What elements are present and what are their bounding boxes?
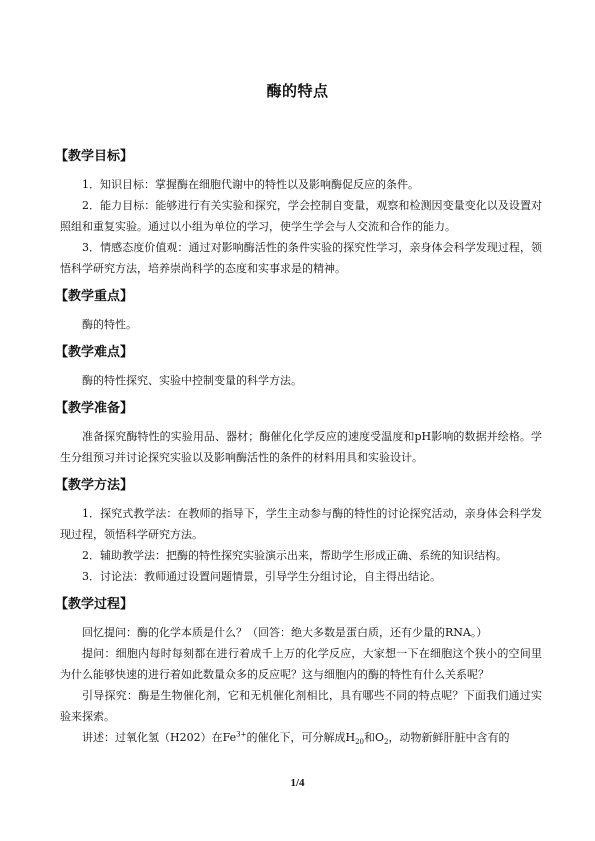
section-heading: 【教学目标】 bbox=[55, 149, 134, 164]
text-run: 和O bbox=[363, 731, 385, 744]
section-preparation bbox=[55, 397, 542, 468]
section-process bbox=[55, 593, 542, 748]
paragraph: 引导探究：酶是生物催化剂，它和无机催化剂相比，具有哪些不同的特点呢？下面我们通过实验来探索。 bbox=[60, 689, 542, 723]
section-methods bbox=[55, 474, 542, 587]
paragraph: 酶的特性探究、实验中控制变量的科学方法。 bbox=[82, 374, 302, 387]
section-heading: 【教学难点】 bbox=[55, 345, 134, 360]
page-title: 酶的特点 bbox=[266, 82, 329, 100]
paragraph: 2．能力目标：能够进行有关实验和探究，学会控制自变量，观察和检测因变量变化以及设置对照组和重复实验。通过以小组为单位的学习，使学生学会与人交流和合作的能力。 bbox=[60, 199, 542, 233]
paragraph: 回忆提问：酶的化学本质是什么？（回答：绝大多数是蛋白质，还有少量的RNA。） bbox=[82, 626, 488, 639]
paragraph: 1．探究式教学法：在教师的指导下，学生主动参与酶的特性的讨论探究活动，亲身体会科学发现过程，领悟科学研究方法。 bbox=[60, 507, 542, 541]
paragraph: 3．情感态度价值观：通过对影响酶活性的条件实验的探究性学习，亲身体会科学发现过程，领悟科学研究方法，培养崇尚科学的态度和实事求是的精神。 bbox=[60, 241, 542, 275]
subscript: 20 bbox=[355, 738, 364, 747]
section-heading: 【教学重点】 bbox=[55, 289, 134, 304]
section-goals bbox=[55, 145, 542, 279]
section-heading: 【教学过程】 bbox=[55, 597, 134, 612]
page-number: 1/4 bbox=[290, 777, 305, 789]
section-heading: 【教学准备】 bbox=[55, 401, 134, 416]
paragraph: 2．辅助教学法：把酶的特性探究实验演示出来，帮助学生形成正确、系统的知识结构。 bbox=[82, 549, 507, 562]
paragraph: 1．知识目标：掌握酶在细胞代谢中的特性以及影响酶促反应的条件。 bbox=[82, 178, 419, 191]
superscript: 3+ bbox=[236, 730, 247, 739]
section-difficulties bbox=[55, 341, 542, 391]
paragraph: 提问：细胞内每时每刻都在进行着成千上万的化学反应，大家想一下在细胞这个狭小的空间里为什么能够快速的进行着如此数量众多的反应呢？这与细胞内的酶的特性有什么关系呢？ bbox=[60, 647, 542, 681]
subscript: 2 bbox=[384, 738, 389, 747]
text-run: 的催化下，可分解成H bbox=[246, 731, 356, 744]
paragraph: 准备探究酶特性的实验用品、器材；酶催化化学反应的速度受温度和pH影响的数据并绘格。学生分组预习并讨论探究实验以及影响酶活性的条件的材料用具和实验设计。 bbox=[60, 430, 542, 464]
paragraph bbox=[60, 727, 542, 748]
document-body bbox=[55, 145, 542, 748]
paragraph: 3．讨论法：教师通过设置问题情景，引导学生分组讨论，自主得出结论。 bbox=[82, 570, 441, 583]
text-run: 讲述：过氧化氢（H202）在Fe bbox=[82, 731, 237, 744]
section-heading: 【教学方法】 bbox=[55, 478, 134, 493]
text-run: ，动物新鲜肝脏中含有的 bbox=[388, 731, 510, 744]
section-key-points bbox=[55, 285, 542, 335]
paragraph: 酶的特性。 bbox=[82, 318, 137, 331]
